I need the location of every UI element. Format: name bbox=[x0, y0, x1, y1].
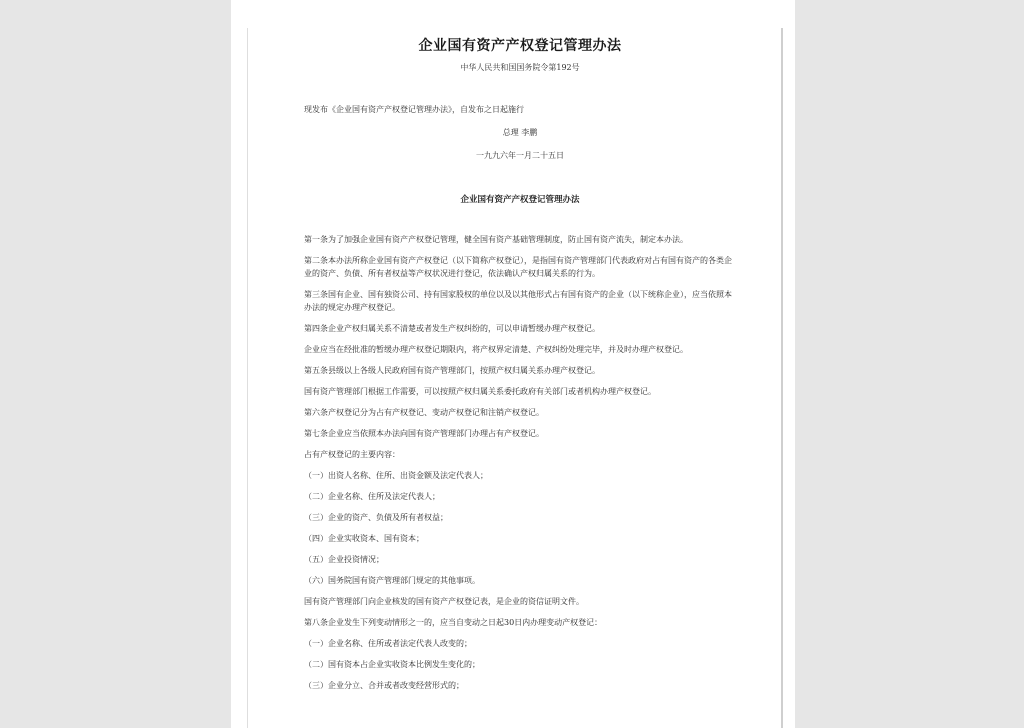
page-border-left bbox=[247, 28, 248, 728]
article-7-certificate: 国有资产管理部门向企业核发的国有资产产权登记表，是企业的资信证明文件。 bbox=[304, 597, 584, 606]
issue-date: 一九九六年一月二十五日 bbox=[476, 151, 564, 160]
article-4-paragraph-2: 企业应当在经批准的暂缓办理产权登记期限内，将产权界定清楚、产权纠纷处理完毕，并及时办理产权登记。 bbox=[304, 345, 688, 354]
list-item: （二）国有资本占企业实收资本比例发生变化的； bbox=[304, 660, 480, 669]
signatory: 总理 李鹏 bbox=[502, 128, 538, 137]
article-8: 第八条企业发生下列变动情形之一的，应当自变动之日起30日内办理变动产权登记： bbox=[304, 618, 603, 627]
page-content bbox=[304, 36, 736, 692]
article-2: 第二条本办法所称企业国有资产产权登记（以下简称产权登记），是指国有资产管理部门代表政府对占有国有资产的各类企业的资产、负债、所有者权益等产权状况进行登记，依法确认产权归属关系的行为。 bbox=[304, 256, 732, 278]
list-item: （四）企业实收资本、国有资本； bbox=[304, 534, 424, 543]
article-1: 第一条为了加强企业国有资产产权登记管理，健全国有资产基础管理制度，防止国有资产流失，制定本办法。 bbox=[304, 235, 688, 244]
document-page bbox=[231, 0, 795, 728]
list-item: （五）企业投资情况； bbox=[304, 555, 384, 564]
list-item: （二）企业名称、住所及法定代表人； bbox=[304, 492, 440, 501]
list-item: （六）国务院国有资产管理部门规定的其他事项。 bbox=[304, 576, 480, 585]
article-4: 第四条企业产权归属关系不清楚或者发生产权纠纷的，可以申请暂缓办理产权登记。 bbox=[304, 324, 600, 333]
document-subtitle: 企业国有资产产权登记管理办法 bbox=[460, 195, 580, 205]
list-item: （一）企业名称、住所或者法定代表人改变的； bbox=[304, 639, 472, 648]
document-title: 企业国有资产产权登记管理办法 bbox=[418, 38, 622, 54]
article-3: 第三条国有企业、国有独资公司、持有国家股权的单位以及以其他形式占有国有资产的企业（以下统称企业），应当依照本办法的规定办理产权登记。 bbox=[304, 290, 732, 312]
list-item: （三）企业分立、合并或者改变经营形式的； bbox=[304, 681, 464, 690]
article-5: 第五条县级以上各级人民政府国有资产管理部门，按照产权归属关系办理产权登记。 bbox=[304, 366, 600, 375]
article-5-paragraph-2: 国有资产管理部门根据工作需要，可以按照产权归属关系委托政府有关部门或者机构办理产权登记。 bbox=[304, 387, 656, 396]
article-7: 第七条企业应当依照本办法向国有资产管理部门办理占有产权登记。 bbox=[304, 429, 544, 438]
promulgation-text: 现发布《企业国有资产产权登记管理办法》，自发布之日起施行 bbox=[304, 105, 524, 114]
page-border-right bbox=[781, 28, 783, 728]
decree-number: 中华人民共和国国务院令第192号 bbox=[460, 63, 580, 72]
list-item: （三）企业的资产、负债及所有者权益； bbox=[304, 513, 448, 522]
article-6: 第六条产权登记分为占有产权登记、变动产权登记和注销产权登记。 bbox=[304, 408, 544, 417]
list-item: （一）出资人名称、住所、出资金额及法定代表人； bbox=[304, 471, 488, 480]
article-7-list-intro: 占有产权登记的主要内容： bbox=[304, 450, 400, 459]
